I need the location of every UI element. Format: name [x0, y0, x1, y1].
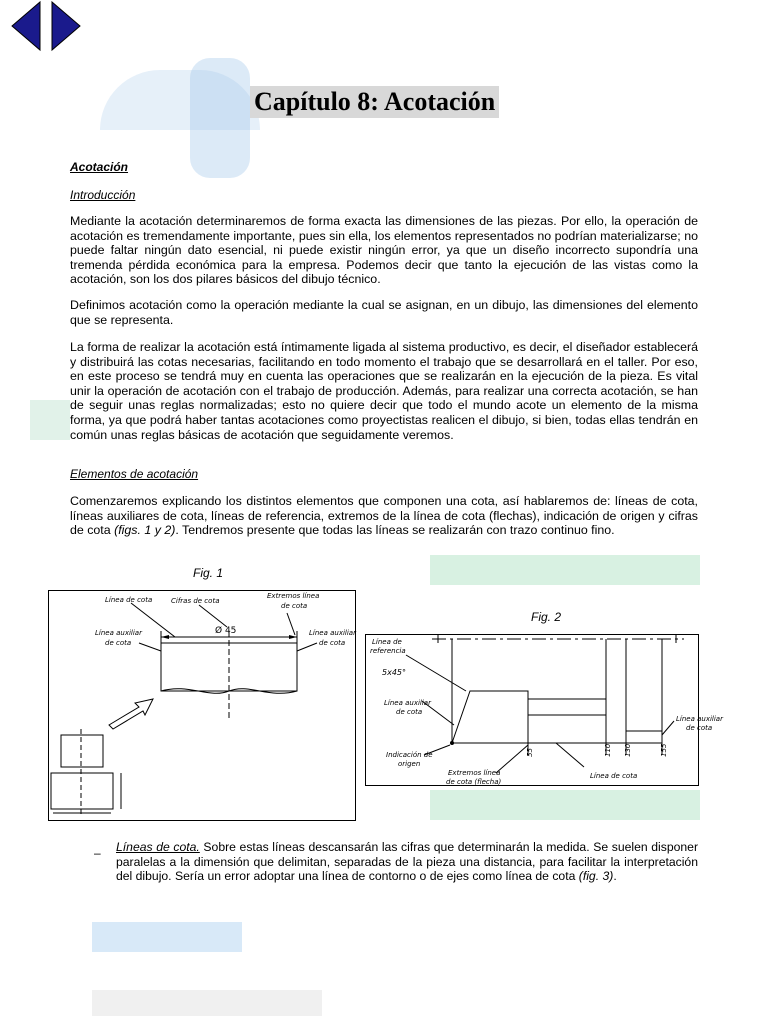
fig1-aux-right-text-1: Línea auxiliar: [309, 629, 356, 637]
fig1-linea-de-cota-text: Línea de cota: [105, 596, 153, 604]
fig2-leader-linea-cota: [556, 743, 584, 767]
fig2-dim-155: 155: [660, 743, 668, 757]
fig2-referencia-text-2: referencia: [370, 647, 406, 655]
fig2-origin-dot: [450, 741, 454, 745]
fig2-extremos-text-1: Extremos línea: [448, 769, 501, 777]
triangle-left-icon[interactable]: [12, 2, 40, 50]
watermark-left-bar: [30, 400, 70, 440]
fig1-aux-right-text-2: de cota: [319, 639, 346, 647]
fig2-aux-text-1: Línea auxiliar: [384, 699, 431, 707]
fig2-chamfer-text: 5x45°: [382, 668, 407, 677]
figure-2-drawing: [366, 635, 723, 786]
paragraph-elements-end: . Tendremos presente que todas las líneas se realizarán con trazo continuo fino.: [175, 523, 615, 538]
page-title: Capítulo 8: Acotación: [250, 86, 499, 118]
section-heading-acotacion: Acotación: [70, 160, 129, 174]
paragraph-intro: Mediante la acotación determinaremos de forma exacta las dimensiones de las piezas. Por ello, la operación de acotación es tremendamente importante, pues sin ella, los elementos representados no podrían materializarse; no puede faltar ningún dato esencial, ni puede existir ningún error, ya que un diseño incorrecto supondría una tremenda pérdida económica para la empresa. Podemos decir que tanto la ejecución de las vistas como la acotación, son los dos pilares básicos del dibujo técnico.: [70, 214, 698, 287]
fig2-label: Fig. 2: [531, 610, 562, 624]
bullet-text: Sobre estas líneas descansarán las cifras que determinarán la medida. Se suelen disponer paralelas a la dimensión que delimitan, separadas de la pieza una distancia, para facilitar la interpretación del dibujo. Sería un error adoptar una línea de contorno o de ejes como línea de cota: [116, 840, 699, 884]
paragraph-elements-text: Comenzaremos explicando los distintos elementos que componen una cota, así hablaremos de: líneas de cota, líneas auxiliares de cota, líneas de referencia, extremos de la línea de cota (flechas), indicación de origen y cifras de cota: [70, 494, 698, 538]
fig1-cifras-text: Cifras de cota: [171, 597, 220, 605]
figure-reference: (figs. 1 y 2): [114, 523, 176, 538]
watermark-gray-bar: [92, 990, 322, 1016]
fig1-aux-left-text-1: Línea auxiliar: [95, 629, 142, 637]
bullet-paragraph: [116, 840, 698, 884]
fig1-small-part-top: [61, 735, 103, 767]
fig2-leader-referencia: [406, 655, 466, 691]
paragraph-elements: [70, 494, 698, 538]
fig2-referencia-text-1: Línea de: [372, 638, 402, 646]
fig2-aux-right-text-1: Línea auxiliar: [676, 715, 723, 723]
watermark-green-bar-2: [430, 790, 700, 820]
fig1-label: Fig. 1: [193, 566, 224, 580]
paragraph-production: La forma de realizar la acotación está íntimamente ligada al sistema productivo, es decir, el diseñador establecerá y distribuirá las cotas necesarias, facilitando en todo momento el trabajo que se desarrollará en el taller. Por eso, en este proceso se tendrá muy en cuenta las operaciones que se realizarán en la ejecución de la pieza. Es vital unir la operación de acotación con el trabajo de producción. Además, para realizar una correcta acotación, se han de seguir unas reglas normalizadas; esto no quiere decir que todo el mundo acote un elemento de la misma forma, ya que podrá haber tantas acotaciones como proyectistas realicen el dibujo, si bien, todas ellas tendrán en común unas reglas básicas de acotación que seguidamente veremos.: [70, 340, 698, 442]
watermark-green-bar: [430, 555, 700, 585]
fig2-linea-cota-text: Línea de cota: [590, 772, 638, 780]
figure-1: [48, 590, 356, 821]
fig1-leader-cifras: [199, 605, 227, 627]
fig2-origen-text-1: Indicación de: [386, 751, 433, 759]
fig1-arrow-right: [289, 635, 297, 639]
fig2-aux-right-text-2: de cota: [686, 724, 713, 732]
bullet-figure-ref: (fig. 3): [578, 869, 614, 884]
fig1-small-part-base: [51, 773, 113, 809]
figure-2: [365, 634, 723, 786]
bullet-dash: –: [94, 846, 101, 860]
fig2-origen-text-2: origen: [398, 760, 421, 768]
fig2-dim-110: 110: [604, 743, 612, 757]
subheading-elementos: Elementos de acotación: [70, 467, 199, 481]
fig2-profile-d: [626, 639, 662, 731]
fig1-leader-aux-left: [139, 643, 161, 651]
figure-1-drawing: [49, 591, 355, 820]
fig1-arrow-left: [161, 635, 169, 639]
fig2-profile-c: [606, 639, 626, 743]
fig1-extremos-text-2: de cota: [281, 602, 308, 610]
bullet-end: .: [613, 869, 617, 884]
watermark-blue-bar: [92, 922, 242, 952]
fig2-aux-text-2: de cota: [396, 708, 423, 716]
fig1-leader-aux-right: [297, 643, 317, 651]
nav-arrows: [10, 0, 82, 52]
fig1-zoom-arrow: [109, 699, 153, 729]
fig1-dimension-text: Ø 45: [215, 626, 237, 636]
fig2-dim-55: 55: [526, 748, 534, 757]
bullet-term: Líneas de cota.: [116, 840, 200, 854]
fig2-extremos-text-2: de cota (flecha): [446, 778, 502, 786]
watermark-block: [190, 58, 250, 178]
fig2-leader-extremos: [496, 745, 528, 773]
paragraph-definition: Definimos acotación como la operación mediante la cual se asignan, en un dibujo, las dimensiones del elemento que se representa.: [70, 298, 698, 327]
fig1-extremos-text-1: Extremos línea: [267, 592, 320, 600]
fig2-dim-130: 130: [624, 743, 632, 757]
fig2-profile-b: [528, 699, 606, 715]
triangle-right-icon[interactable]: [52, 2, 80, 50]
subheading-introduccion: Introducción: [70, 188, 136, 202]
fig2-profile-a: [452, 639, 528, 743]
fig1-leader-extremos: [287, 613, 295, 635]
fig2-leader-aux-right: [662, 721, 674, 735]
fig1-aux-left-text-2: de cota: [105, 639, 132, 647]
